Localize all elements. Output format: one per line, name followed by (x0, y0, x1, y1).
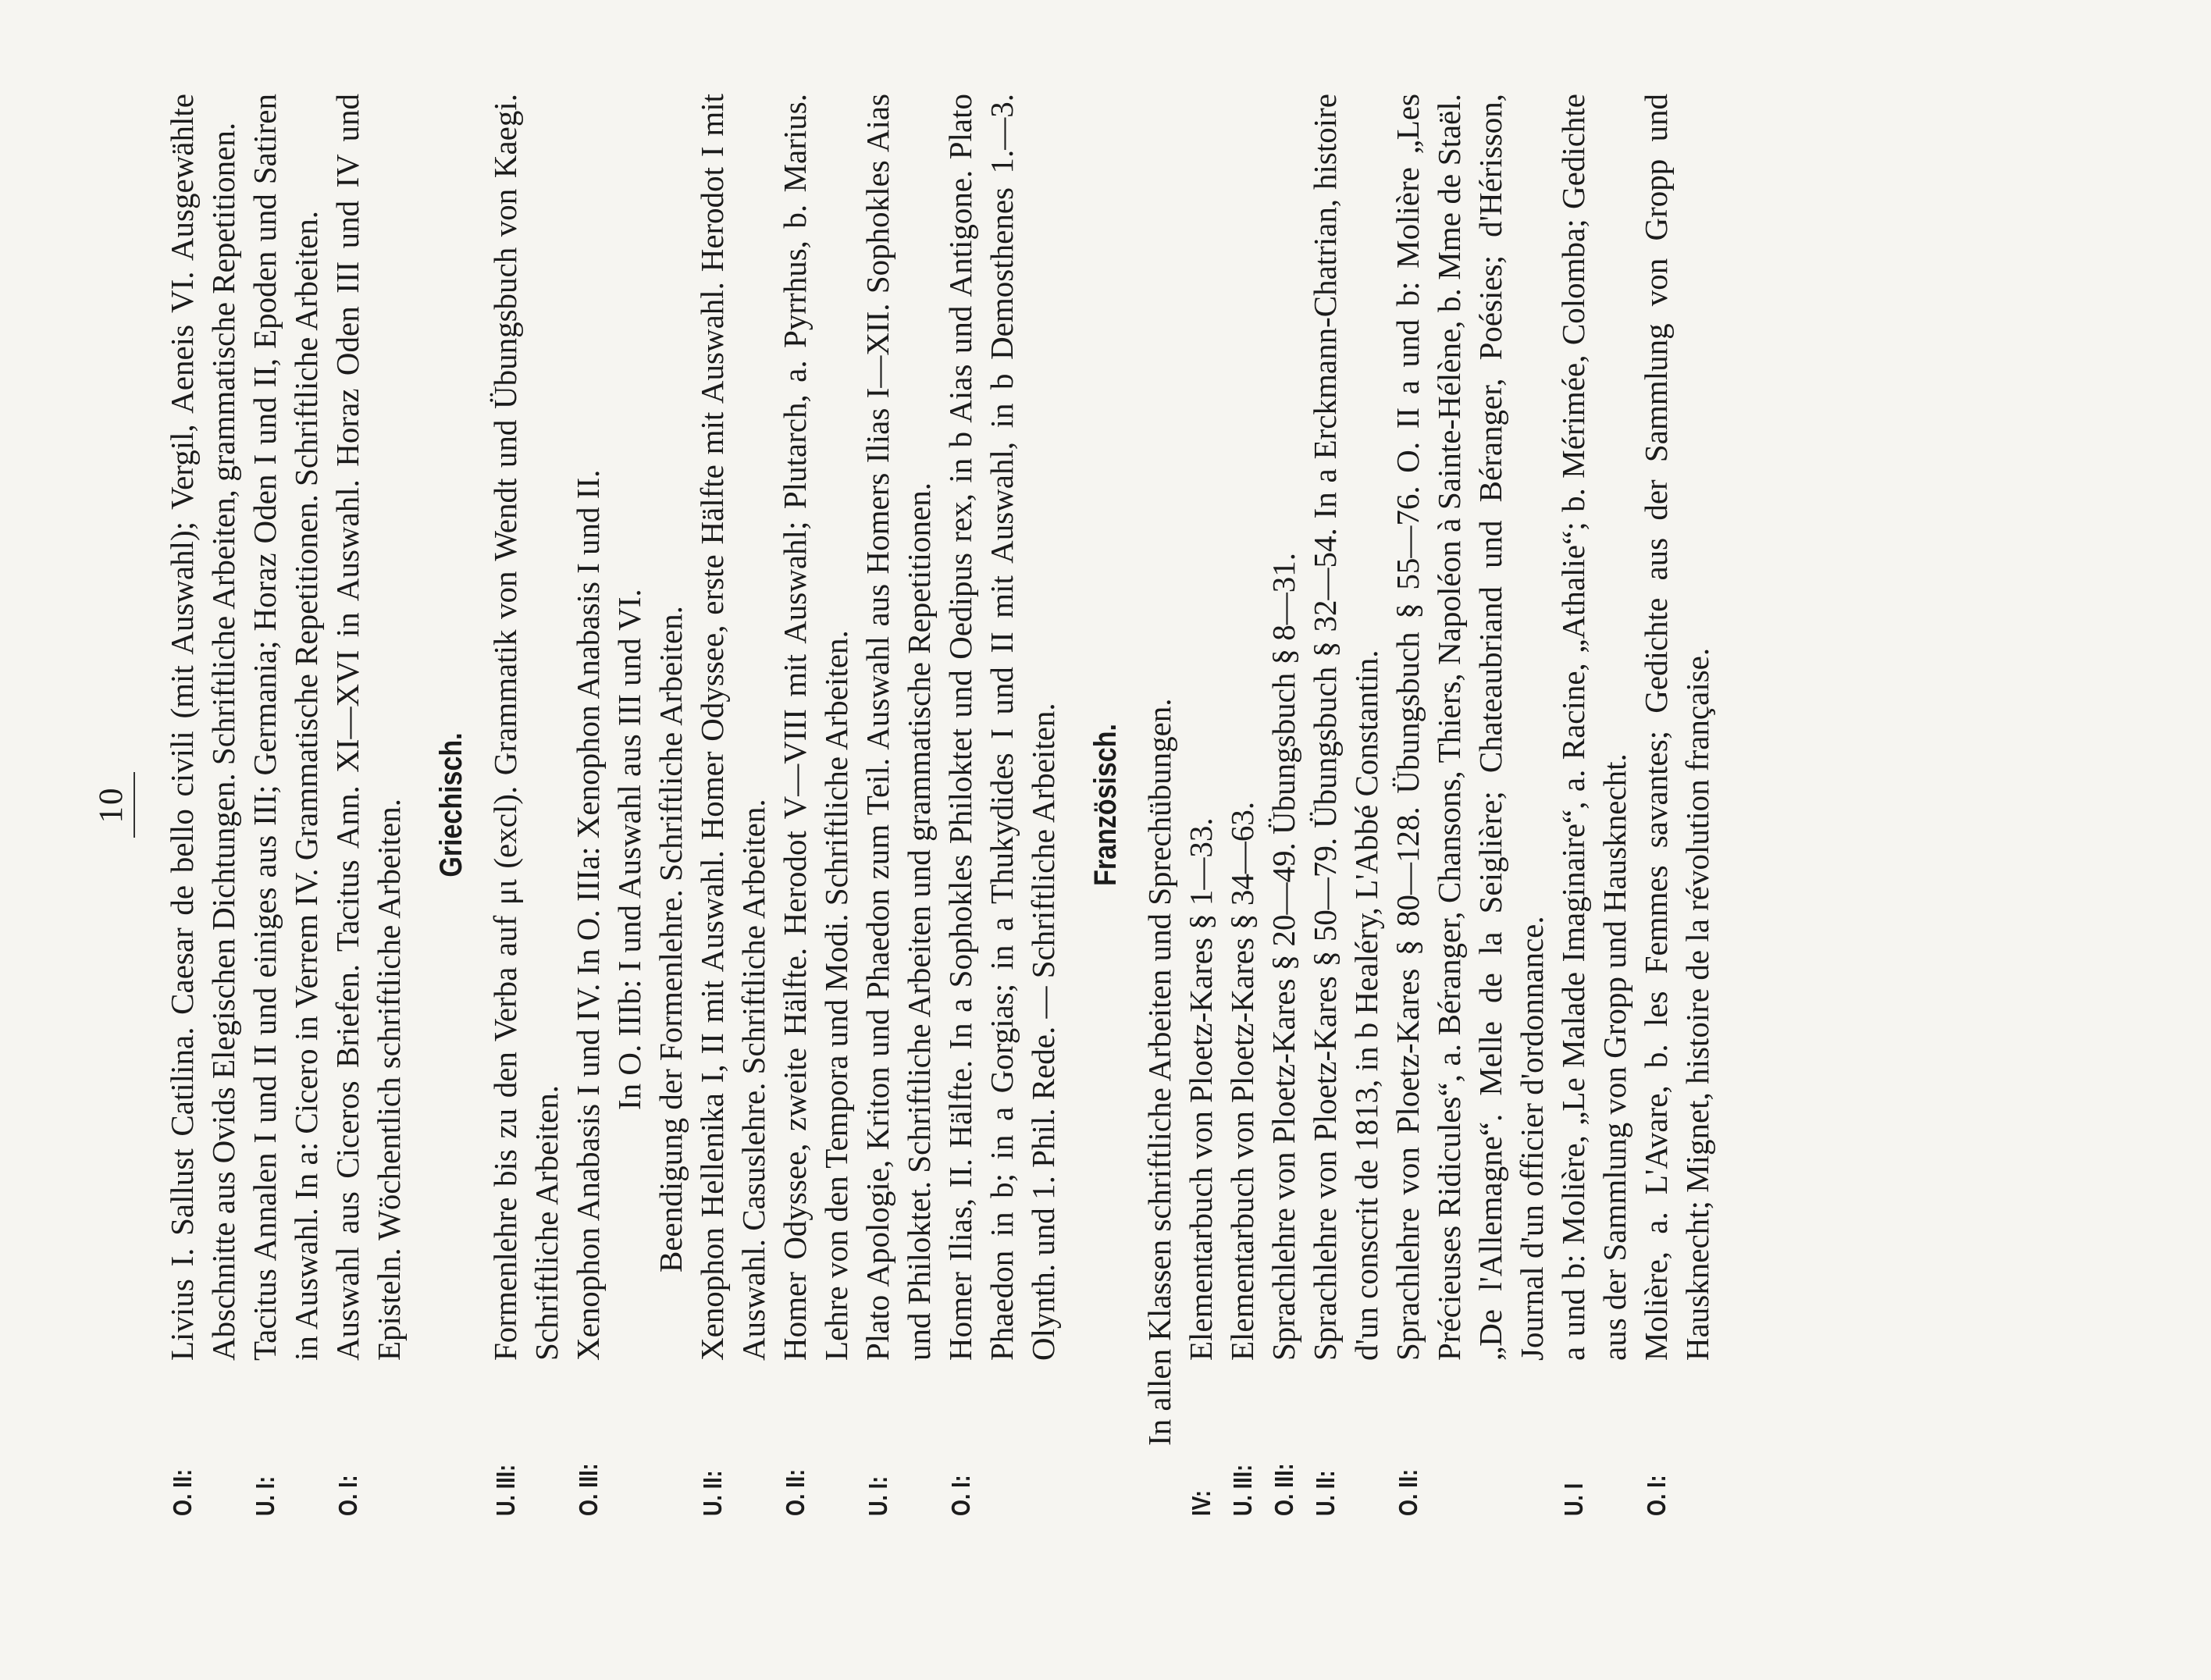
entry-french-u1 (1553, 94, 1636, 1516)
entry-text: Plato Apologie, Kriton und Phaedon zum Teil. Auswahl aus Homers Ilias I—XII. Sophokles Aias und Philoktet. Schriftliche Arbeiten und grammatische Repetitionen. (860, 94, 937, 1361)
class-label: O. III: (574, 1463, 603, 1516)
entry-text: Sprachlehre von Ploetz-Kares § 80—128. Übungsbuch § 55—76. O. II a und b: Molière „Les Précieuses Ridicules“, a. Béranger, Chansons, Thiers, Napoléon à Sainte-Hélène, b. Mme de Staël. „De l'Allemagne“. Melle de la Seiglière; Chateaubriand und Béranger, Poésies; d'Hérisson, Journal d'un officier d'ordonnance. (1390, 94, 1550, 1361)
class-label: U. I: (251, 1475, 279, 1516)
entry-french-o3 (1263, 94, 1305, 1516)
entry-french-o2 (1387, 94, 1553, 1516)
entry-greek-o3 (568, 94, 609, 1516)
entry-greek-o1 (940, 94, 1064, 1516)
entry-text: Molière, a. L'Avare, b. les Femmes savantes; Gedichte aus der Sammlung von Gropp und Hausknecht; Mignet, histoire de la révolution française. (1638, 94, 1715, 1361)
french-entries (1180, 94, 1718, 1516)
greek-entries (485, 94, 1064, 1516)
entry-latin-u1 (244, 94, 327, 1516)
entry-greek-o3b: In O. IIIb: I und Auswahl aus III und VI. (611, 589, 647, 1110)
entry-french-u2 (1305, 94, 1387, 1516)
class-label: U. III: (491, 1464, 520, 1516)
entry-text: Elementarbuch von Ploetz-Kares § 34—63. (1224, 801, 1260, 1361)
entry-text: Formenlehre bis zu den Verba auf μι (excl). Grammatik von Wendt und Übungsbuch von Kaegi. Schriftliche Arbeiten. (487, 94, 564, 1361)
entry-greek-o2 (774, 94, 857, 1516)
entry-text: Homer Odyssee, zweite Hälfte. Herodot V—VIII mit Auswahl; Plutarch, a. Pyrrhus, b. Marius. Lehre von den Tempora und Modi. Schriftliche Arbeiten. (777, 94, 854, 1361)
page-number: 10 (93, 786, 130, 824)
class-label: O. I: (1642, 1475, 1671, 1516)
entry-greek-u2 (692, 94, 774, 1516)
class-label: U. II: (1311, 1470, 1340, 1516)
class-label: O. III: (1269, 1463, 1298, 1516)
entry-text: Tacitus Annalen I und II und einiges aus III; Germania; Horaz Oden I und II, Epoden und Satiren in Auswahl. In a: Cicero in Verrem IV. Grammatische Repetitionen. Schriftliche Arbeiten. (247, 94, 324, 1361)
entry-text: Homer Ilias, II. Hälfte. In a Sophokles Philoktet und Oedipus rex, in b Aias und Antigone. Plato Phaedon in b; in a Gorgias; in a Thukydides I und II mit Auswahl, in b Demosthenes 1.—3. Olynth. und 1. Phil. Rede. — Schriftliche Arbeiten. (942, 94, 1061, 1361)
entry-greek-o3-note: Beendigung der Formenlehre. Schriftliche Arbeiten. (653, 606, 689, 1272)
class-label: U. I (1559, 1482, 1588, 1516)
class-label: O. I: (946, 1475, 975, 1516)
section-title-greek: Griechisch. (434, 732, 468, 877)
entry-text: Xenophon Hellenika I, II mit Auswahl. Homer Odyssee, erste Hälfte mit Auswahl. Herodot I mit Auswahl. Casuslehre. Schriftliche Arbeiten. (694, 94, 771, 1361)
class-label: O. II: (781, 1468, 810, 1516)
entry-text: Xenophon Anabasis I und IV. In O. IIIa: Xenophon Anabasis I und II. (570, 469, 606, 1361)
class-label: U. II: (698, 1470, 727, 1516)
entry-latin-o2 (162, 94, 244, 1516)
entry-french-u3 (1222, 94, 1263, 1516)
entry-text: Sprachlehre von Ploetz-Kares § 20—49. Übungsbuch § 8—31. (1266, 552, 1301, 1361)
entry-french-iv (1180, 94, 1222, 1516)
entry-text: a und b: Molière, „Le Malade Imaginaire“, a. Racine, „Athalie“; b. Mérimée, Colomba; Gedichte aus der Sammlung von Gropp und Hausknecht. (1555, 94, 1632, 1361)
class-label: U. I: (863, 1475, 892, 1516)
class-label: IV: (1187, 1490, 1216, 1516)
class-label: U. III: (1228, 1464, 1257, 1516)
entry-latin-o1 (327, 94, 410, 1516)
entry-greek-u1 (857, 94, 940, 1516)
entry-greek-u3 (485, 94, 568, 1516)
entry-text: Auswahl aus Ciceros Briefen. Tacitus Ann. XI—XVI in Auswahl. Horaz Oden III und IV und Episteln. Wöchentlich schriftliche Arbeiten. (329, 94, 407, 1361)
section-title-french: Französisch. (1088, 724, 1123, 886)
french-intro: In allen Klassen schriftliche Arbeiten und Sprechübungen. (1141, 698, 1177, 1446)
class-label: O. II: (1394, 1468, 1422, 1516)
entry-text: Elementarbuch von Ploetz-Kares § 1—33. (1183, 817, 1219, 1361)
class-label: O. II: (168, 1468, 197, 1516)
latin-entries (162, 94, 410, 1516)
entry-text: Livius I. Sallust Catilina. Caesar de bello civili (mit Auswahl); Vergil, Aeneis VI. Ausgewählte Abschnitte aus Ovids Elegischen Dichtungen. Schriftliche Arbeiten, grammatische Repetitionen. (164, 94, 241, 1361)
class-label: O. I: (333, 1475, 362, 1516)
entry-text: Sprachlehre von Ploetz-Kares § 50—79. Übungsbuch § 32—54. In a Erckmann-Chatrian, histoire d'un conscrit de 1813, in b Healéry, L'Abbé Constantin. (1307, 94, 1384, 1361)
entry-french-o1 (1636, 94, 1718, 1516)
page-number-rule (134, 772, 135, 838)
